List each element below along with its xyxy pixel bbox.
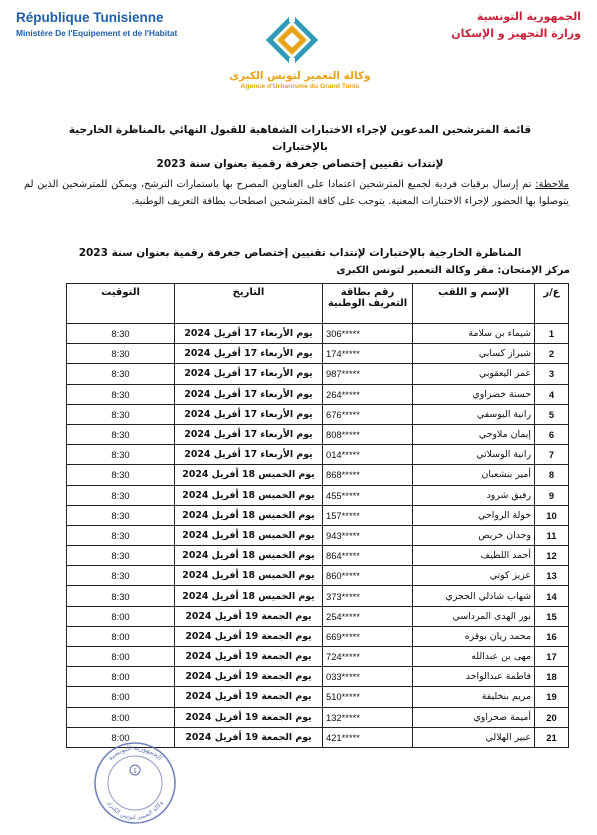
candidate-cin: 174***** xyxy=(323,344,413,364)
note-label: ملاحظة: xyxy=(535,179,569,190)
table-row xyxy=(67,445,569,465)
title-line-1: قائمة المترشحين المدعوين لإجراء الاختبارات الشفاهية للقبول النهائي بالمناظرة الخارجية بالإختبارات xyxy=(68,124,532,153)
exam-time: 8:30 xyxy=(67,485,175,505)
candidate-name: عمر اليعقوبي xyxy=(413,364,535,384)
candidate-cin: 724***** xyxy=(323,647,413,667)
exam-date: يوم الخميس 18 أفريل 2024 xyxy=(175,546,323,566)
table-row xyxy=(67,344,569,364)
row-number: 4 xyxy=(535,384,569,404)
row-number: 16 xyxy=(535,626,569,646)
exam-date: يوم الخميس 18 أفريل 2024 xyxy=(175,485,323,505)
candidate-name: رانية اليوسفي xyxy=(413,404,535,424)
table-row xyxy=(67,626,569,646)
row-number: 8 xyxy=(535,465,569,485)
row-number: 9 xyxy=(535,485,569,505)
table-row xyxy=(67,424,569,444)
table-row xyxy=(67,384,569,404)
table-row xyxy=(67,465,569,485)
exam-time: 8:30 xyxy=(67,546,175,566)
candidate-cin: 373***** xyxy=(323,586,413,606)
candidate-name: عبير الهلالي xyxy=(413,727,535,747)
candidate-cin: 676***** xyxy=(323,404,413,424)
candidate-name: شهاب شاذلي الحجري xyxy=(413,586,535,606)
exam-date: يوم الأربعاء 17 أفريل 2024 xyxy=(175,324,323,344)
table-header-row xyxy=(67,284,569,324)
exam-time: 8:30 xyxy=(67,465,175,485)
exam-date: يوم الجمعة 19 أفريل 2024 xyxy=(175,667,323,687)
row-number: 20 xyxy=(535,707,569,727)
candidate-name: نور الهدى المرداسي xyxy=(413,606,535,626)
exam-time: 8:00 xyxy=(67,727,175,747)
exam-date: يوم الجمعة 19 أفريل 2024 xyxy=(175,687,323,707)
candidate-cin: 987***** xyxy=(323,364,413,384)
agency-name xyxy=(190,70,410,90)
row-number: 1 xyxy=(535,324,569,344)
candidate-cin: 157***** xyxy=(323,505,413,525)
note-text: تم إرسال برقيات فردية لجميع المترشحين اعتمادا على العناوين المصرح بها باستمارات الترشح، ويمكن للمترشحين الذين لم يتوصلوا بها الحضور لإجراء الاختبارات المعنية. يتوجب على كافة المترشحين اصطحاب بطاقة التعريف الوطنية. xyxy=(24,179,569,207)
header-date: التاريخ xyxy=(175,284,323,324)
table-row xyxy=(67,687,569,707)
candidate-name: حسنة خضراوي xyxy=(413,384,535,404)
candidate-cin: 014***** xyxy=(323,445,413,465)
candidate-cin: 254***** xyxy=(323,606,413,626)
exam-time: 8:30 xyxy=(67,364,175,384)
row-number: 21 xyxy=(535,727,569,747)
candidate-cin: 808***** xyxy=(323,424,413,444)
row-number: 14 xyxy=(535,586,569,606)
exam-time: 8:00 xyxy=(67,707,175,727)
table-row xyxy=(67,586,569,606)
candidate-name: مريم بنخليفة xyxy=(413,687,535,707)
candidate-name: إيمان ملاوحي xyxy=(413,424,535,444)
exam-date: يوم الأربعاء 17 أفريل 2024 xyxy=(175,445,323,465)
candidate-name: وجدان خريص xyxy=(413,525,535,545)
row-number: 10 xyxy=(535,505,569,525)
agency-name-ar: وكالة التعمير لتونس الكبرى xyxy=(229,70,371,82)
exam-date: يوم الخميس 18 أفريل 2024 xyxy=(175,465,323,485)
republic-name-fr: République Tunisienne xyxy=(16,10,164,25)
exam-date: يوم الجمعة 19 أفريل 2024 xyxy=(175,727,323,747)
candidate-cin: 421***** xyxy=(323,727,413,747)
ministry-name-fr: Ministère De l'Equipement et de l'Habitat xyxy=(16,28,178,38)
exam-date: يوم الأربعاء 17 أفريل 2024 xyxy=(175,364,323,384)
candidate-name: محمد ريان بوقره xyxy=(413,626,535,646)
table-row xyxy=(67,364,569,384)
official-stamp-icon xyxy=(92,740,178,826)
exam-date: يوم الجمعة 19 أفريل 2024 xyxy=(175,707,323,727)
exam-date: يوم الأربعاء 17 أفريل 2024 xyxy=(175,344,323,364)
exam-time: 8:30 xyxy=(67,505,175,525)
table-row xyxy=(67,546,569,566)
row-number: 2 xyxy=(535,344,569,364)
exam-date: يوم الجمعة 19 أفريل 2024 xyxy=(175,647,323,667)
candidate-name: مهى بن عبدالله xyxy=(413,647,535,667)
table-row xyxy=(67,324,569,344)
ministry-name-ar: وزارة التجهيز و الإسكان xyxy=(451,27,581,40)
exam-time: 8:30 xyxy=(67,404,175,424)
candidates-table xyxy=(66,283,569,748)
candidate-cin: 132***** xyxy=(323,707,413,727)
header-time: التوقيت xyxy=(67,284,175,324)
table-row xyxy=(67,606,569,626)
row-number: 7 xyxy=(535,445,569,465)
svg-text:الجمهورية التونسية xyxy=(106,744,163,762)
exam-date: يوم الأربعاء 17 أفريل 2024 xyxy=(175,384,323,404)
exam-time: 8:00 xyxy=(67,626,175,646)
row-number: 18 xyxy=(535,667,569,687)
candidate-name: أميمة صحراوي xyxy=(413,707,535,727)
candidate-cin: 669***** xyxy=(323,626,413,646)
row-number: 5 xyxy=(535,404,569,424)
exam-time: 8:30 xyxy=(67,525,175,545)
exam-center: مركز الإمتحان: مقر وكالة التعمير لتونس الكبرى xyxy=(336,265,570,276)
candidate-cin: 306***** xyxy=(323,324,413,344)
competition-subtitle: المناظرة الخارجية بالإختبارات لإنتداب تقنيين إختصاص جغرفة رقمية بعنوان سنة 2023 xyxy=(78,247,522,259)
table-row xyxy=(67,667,569,687)
exam-time: 8:00 xyxy=(67,647,175,667)
candidate-cin: 455***** xyxy=(323,485,413,505)
exam-date: يوم الجمعة 19 أفريل 2024 xyxy=(175,626,323,646)
table-row xyxy=(67,647,569,667)
exam-time: 8:30 xyxy=(67,424,175,444)
republic-name-ar: الجمهورية التونسية xyxy=(476,10,581,23)
stamp-inner-text: وكالة التعمير لتونس الكبرى xyxy=(105,799,165,821)
table-row xyxy=(67,404,569,424)
note-paragraph xyxy=(24,176,569,210)
candidate-cin: 943***** xyxy=(323,525,413,545)
header-left-french xyxy=(16,10,216,38)
exam-date: يوم الخميس 18 أفريل 2024 xyxy=(175,525,323,545)
row-number: 6 xyxy=(535,424,569,444)
header-num: ع/ر xyxy=(535,284,569,324)
header-right-arabic xyxy=(411,10,581,40)
candidate-name: رانية الوسلاتي xyxy=(413,445,535,465)
exam-date: يوم الخميس 18 أفريل 2024 xyxy=(175,505,323,525)
row-number: 17 xyxy=(535,647,569,667)
candidate-name: فاطمة عبدالواحد xyxy=(413,667,535,687)
agency-name-fr: Agence d'Urbanisme du Grand Tunis xyxy=(240,83,360,90)
exam-time: 8:30 xyxy=(67,566,175,586)
exam-time: 8:30 xyxy=(67,445,175,465)
exam-date: يوم الجمعة 19 أفريل 2024 xyxy=(175,606,323,626)
candidate-name: شيراز كسابي xyxy=(413,344,535,364)
header-name: الإسم و اللقب xyxy=(413,284,535,324)
row-number: 11 xyxy=(535,525,569,545)
exam-time: 8:00 xyxy=(67,667,175,687)
candidate-name: أمير بنشعبان xyxy=(413,465,535,485)
table-row xyxy=(67,566,569,586)
table-row xyxy=(67,525,569,545)
row-number: 12 xyxy=(535,546,569,566)
table-row xyxy=(67,707,569,727)
exam-date: يوم الأربعاء 17 أفريل 2024 xyxy=(175,404,323,424)
stamp-number: 1 xyxy=(133,768,137,775)
header-cin: رقم بطاقة التعريف الوطنية xyxy=(323,284,413,324)
document-title xyxy=(60,122,540,173)
agency-logo-icon xyxy=(262,10,322,70)
table-row xyxy=(67,485,569,505)
exam-time: 8:30 xyxy=(67,384,175,404)
candidate-name: خولة الرواحي xyxy=(413,505,535,525)
row-number: 13 xyxy=(535,566,569,586)
candidate-cin: 860***** xyxy=(323,566,413,586)
row-number: 15 xyxy=(535,606,569,626)
candidate-cin: 864***** xyxy=(323,546,413,566)
candidate-name: شيماء بن سلامة xyxy=(413,324,535,344)
candidate-name: رفيق شرود xyxy=(413,485,535,505)
exam-date: يوم الأربعاء 17 أفريل 2024 xyxy=(175,424,323,444)
exam-time: 8:00 xyxy=(67,606,175,626)
exam-date: يوم الخميس 18 أفريل 2024 xyxy=(175,566,323,586)
exam-time: 8:30 xyxy=(67,344,175,364)
exam-time: 8:00 xyxy=(67,687,175,707)
candidate-cin: 510***** xyxy=(323,687,413,707)
stamp-outer-text: الجمهورية التونسية xyxy=(106,743,164,763)
candidate-cin: 264***** xyxy=(323,384,413,404)
exam-time: 8:30 xyxy=(67,324,175,344)
candidate-name: عزيز كوتي xyxy=(413,566,535,586)
candidate-cin: 868***** xyxy=(323,465,413,485)
table-row xyxy=(67,505,569,525)
exam-date: يوم الخميس 18 أفريل 2024 xyxy=(175,586,323,606)
candidate-cin: 033***** xyxy=(323,667,413,687)
title-line-2: لإنتداب تقنيين إختصاص جغرفة رقمية بعنوان سنة 2023 xyxy=(156,158,444,170)
exam-time: 8:30 xyxy=(67,586,175,606)
row-number: 3 xyxy=(535,364,569,384)
row-number: 19 xyxy=(535,687,569,707)
candidate-name: أحمد اللطيف xyxy=(413,546,535,566)
